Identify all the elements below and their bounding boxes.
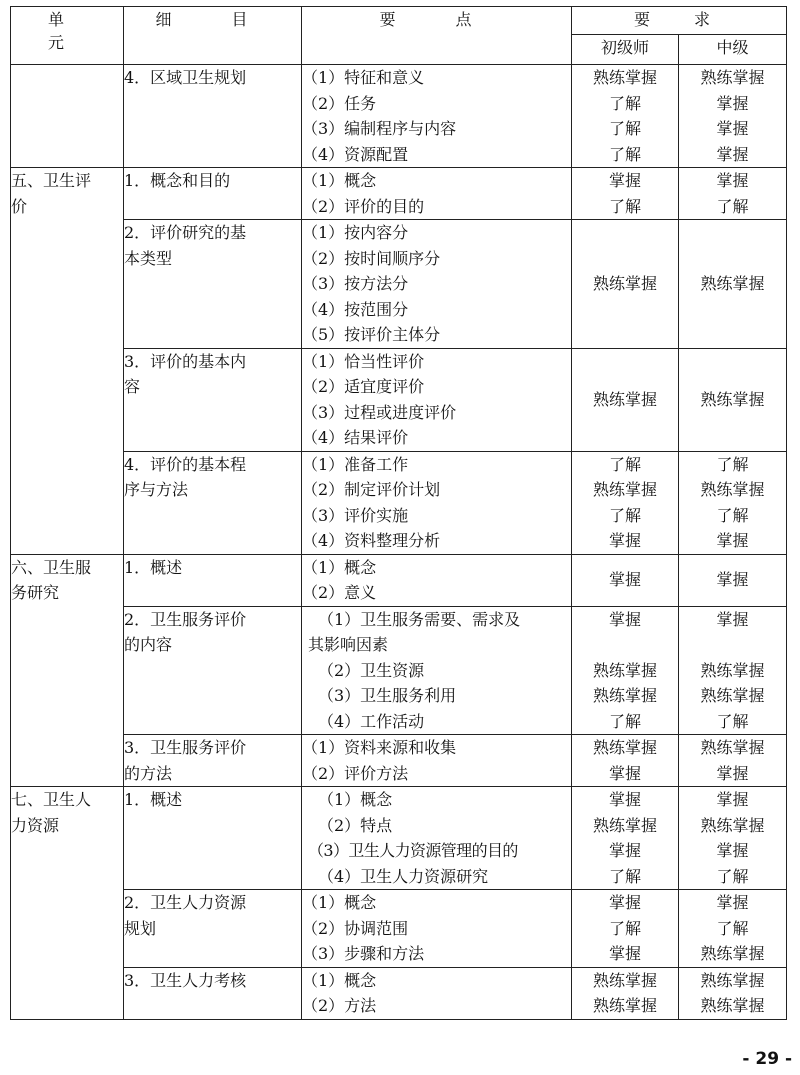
header-junior: 初级师 xyxy=(572,35,679,65)
points-cell: （1）概念 （2）意义 xyxy=(302,554,572,606)
junior-cell: 了解 熟练掌握 了解 掌握 xyxy=(572,451,679,554)
points-cell: （1）恰当性评价 （2）适宜度评价 （3）过程或进度评价 （4）结果评价 xyxy=(302,348,572,451)
page-number: - 29 - xyxy=(742,1049,792,1069)
intermediate-cell: 熟练掌握 掌握 xyxy=(679,735,787,787)
intermediate-cell: 掌握 熟练掌握 掌握 了解 xyxy=(679,787,787,890)
item-cell: 2．卫生服务评价 的内容 xyxy=(124,606,302,735)
syllabus-table xyxy=(10,6,787,1020)
table-row xyxy=(11,220,787,349)
intermediate-cell: 掌握 了解 熟练掌握 xyxy=(679,890,787,968)
points-cell: （1）概念 （2）方法 xyxy=(302,967,572,1019)
junior-cell: 熟练掌握 xyxy=(572,220,679,349)
points-cell: （1）资料来源和收集 （2）评价方法 xyxy=(302,735,572,787)
item-cell: 2．卫生人力资源 规划 xyxy=(124,890,302,968)
table-row xyxy=(11,735,787,787)
table-row xyxy=(11,451,787,554)
junior-cell: 掌握 xyxy=(572,554,679,606)
intermediate-cell: 熟练掌握 掌握 掌握 掌握 xyxy=(679,65,787,168)
junior-cell: 熟练掌握 熟练掌握 xyxy=(572,967,679,1019)
points-cell: （1）按内容分 （2）按时间顺序分 （3）按方法分 （4）按范围分 （5）按评价主体分 xyxy=(302,220,572,349)
junior-cell: 掌握 熟练掌握 掌握 了解 xyxy=(572,787,679,890)
junior-cell: 掌握 了解 掌握 xyxy=(572,890,679,968)
table-row xyxy=(11,65,787,168)
header-points: 要 点 xyxy=(302,7,572,65)
points-cell: （1）概念 （2）协调范围 （3）步骤和方法 xyxy=(302,890,572,968)
junior-cell: 熟练掌握 了解 了解 了解 xyxy=(572,65,679,168)
unit-cell: 六、卫生服 务研究 xyxy=(11,554,124,787)
intermediate-cell: 熟练掌握 熟练掌握 xyxy=(679,967,787,1019)
table-row xyxy=(11,554,787,606)
intermediate-cell: 了解 熟练掌握 了解 掌握 xyxy=(679,451,787,554)
points-cell: （1）概念 （2）评价的目的 xyxy=(302,168,572,220)
table-row xyxy=(11,967,787,1019)
junior-cell: 熟练掌握 xyxy=(572,348,679,451)
item-cell: 1．概述 xyxy=(124,787,302,890)
item-cell: 4．评价的基本程 序与方法 xyxy=(124,451,302,554)
item-cell: 3．卫生服务评价 的方法 xyxy=(124,735,302,787)
header-requirement: 要 求 xyxy=(572,7,787,35)
intermediate-cell: 掌握 了解 xyxy=(679,168,787,220)
table-row xyxy=(11,348,787,451)
junior-cell: 掌握 熟练掌握 熟练掌握 了解 xyxy=(572,606,679,735)
table-row xyxy=(11,168,787,220)
item-cell: 4．区域卫生规划 xyxy=(124,65,302,168)
intermediate-cell: 熟练掌握 xyxy=(679,220,787,349)
unit-cell xyxy=(11,65,124,168)
junior-cell: 熟练掌握 掌握 xyxy=(572,735,679,787)
points-cell: （1）特征和意义 （2）任务 （3）编制程序与内容 （4）资源配置 xyxy=(302,65,572,168)
unit-cell: 七、卫生人 力资源 xyxy=(11,787,124,1020)
header-item: 细 目 xyxy=(124,7,302,65)
intermediate-cell: 熟练掌握 xyxy=(679,348,787,451)
item-cell: 1．概念和目的 xyxy=(124,168,302,220)
item-cell: 2．评价研究的基 本类型 xyxy=(124,220,302,349)
points-cell: （1）卫生服务需要、需求及 其影响因素 （2）卫生资源 （3）卫生服务利用 （4）工作活动 xyxy=(302,606,572,735)
intermediate-cell: 掌握 熟练掌握 熟练掌握 了解 xyxy=(679,606,787,735)
table-row xyxy=(11,890,787,968)
item-cell: 3．卫生人力考核 xyxy=(124,967,302,1019)
points-cell: （1）概念 （2）特点 （3）卫生人力资源管理的目的 （4）卫生人力资源研究 xyxy=(302,787,572,890)
item-cell: 3．评价的基本内 容 xyxy=(124,348,302,451)
unit-cell: 五、卫生评 价 xyxy=(11,168,124,555)
junior-cell: 掌握 了解 xyxy=(572,168,679,220)
item-cell: 1．概述 xyxy=(124,554,302,606)
table-row xyxy=(11,787,787,890)
header-intermediate: 中级 xyxy=(679,35,787,65)
points-cell: （1）准备工作 （2）制定评价计划 （3）评价实施 （4）资料整理分析 xyxy=(302,451,572,554)
intermediate-cell: 掌握 xyxy=(679,554,787,606)
table-row xyxy=(11,606,787,735)
header-unit: 单 元 xyxy=(11,7,124,65)
